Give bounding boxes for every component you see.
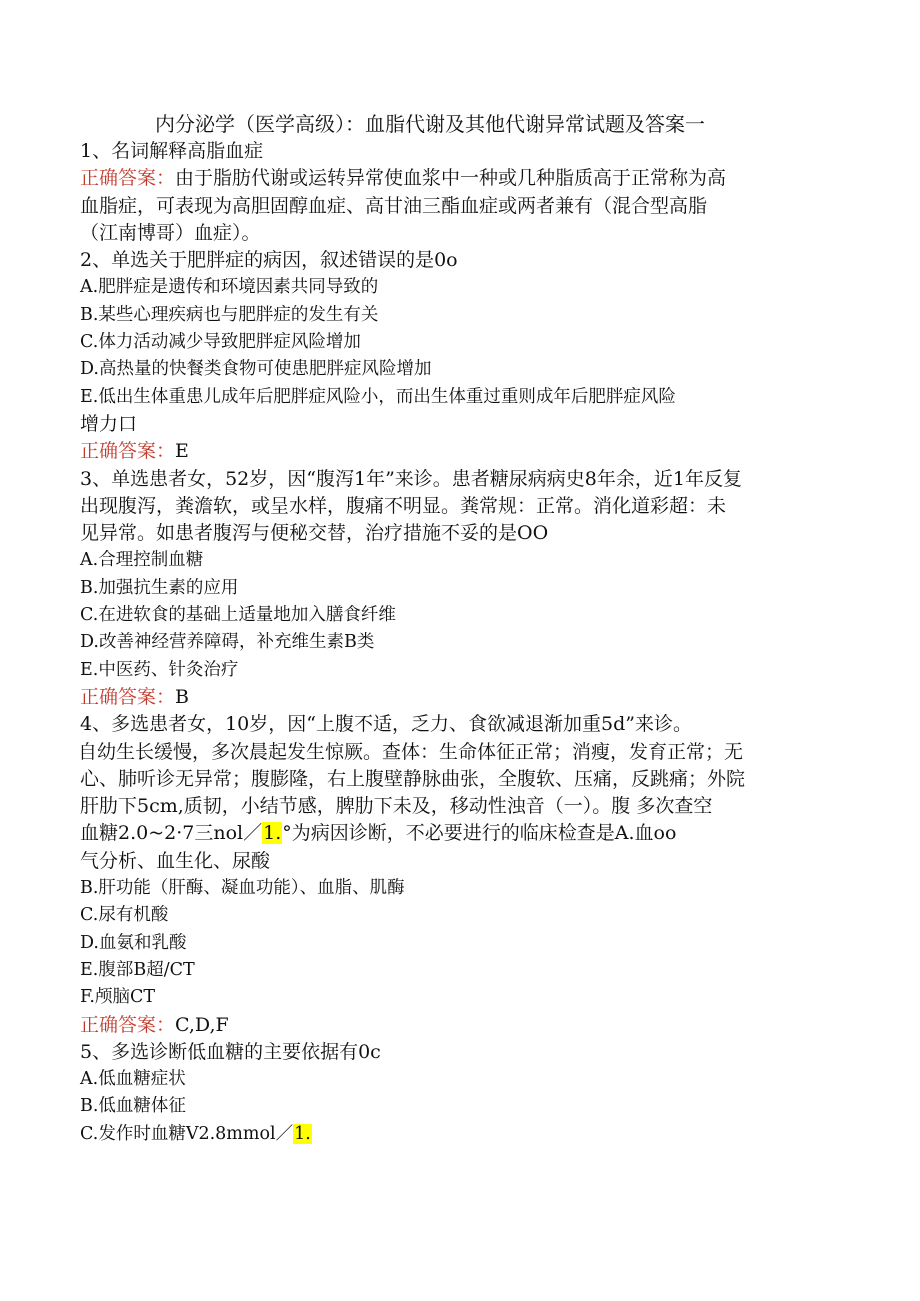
question-3-option: A.合理控制血糖 bbox=[80, 550, 204, 571]
answer-text: 由于脂肪代谢或运转异常使血浆中一种或几种脂质高于正常称为高 bbox=[175, 167, 727, 190]
question-4-option: F.颅脑CT bbox=[80, 987, 156, 1008]
question-2-option-continued: 增力口 bbox=[80, 412, 138, 435]
question-2-option: D.高热量的快餐类食物可使患肥胖症风险增加 bbox=[80, 359, 432, 380]
question-2-option: E.低出生体重患儿成年后肥胖症风险小，而出生体重过重则成年后肥胖症风险 bbox=[80, 386, 676, 407]
question-1-answer-line: 血脂症，可表现为高胆固醇血症、高甘油三酯血症或两者兼有（混合型高脂 bbox=[80, 194, 708, 217]
answer-label: 正确答案： bbox=[80, 685, 176, 708]
question-4-stem: 心、肺听诊无异常；腹膨隆，右上腹壁静脉曲张，全腹软、压痛，反跳痛；外院 bbox=[80, 767, 746, 790]
question-2-stem: 2、单选关于肥胖症的病因，叙述错误的是0o bbox=[80, 249, 458, 272]
question-4-stem: 肝肋下5cm,质韧，小结节感，脾肋下未及，移动性浊音（一）。腹 多次查空 bbox=[80, 795, 713, 818]
question-1-stem: 1、名词解释高脂血症 bbox=[80, 140, 264, 162]
question-2-option: B.某些心理疾病也与肥胖症的发生有关 bbox=[80, 304, 379, 325]
answer-label: 正确答案： bbox=[80, 167, 176, 190]
question-3-stem: 见异常。如患者腹泻与便秘交替，治疗措施不妥的是OO bbox=[80, 522, 549, 545]
highlighted-text: 1. bbox=[263, 822, 282, 845]
highlighted-text: 1. bbox=[294, 1123, 311, 1144]
option-text: C.发作时血糖V2.8mmol／ bbox=[80, 1123, 294, 1144]
question-3-stem: 3、单选患者女，52岁，因“腹泻1年”来诊。患者糖尿病病史8年余，近1年反复 bbox=[80, 467, 742, 490]
answer-value: B bbox=[175, 685, 189, 708]
answer-label: 正确答案： bbox=[80, 1013, 176, 1036]
question-5-option: A.低血糖症状 bbox=[80, 1069, 186, 1090]
question-4-answer bbox=[80, 1012, 840, 1039]
answer-value: C,D,F bbox=[175, 1013, 229, 1036]
question-3-answer bbox=[80, 684, 840, 711]
question-2-answer bbox=[80, 438, 840, 465]
answer-value: E bbox=[175, 440, 189, 463]
question-1-answer-line bbox=[80, 165, 840, 192]
question-4-stem: 自幼生长缓慢，多次晨起发生惊厥。查体：生命体征正常；消瘦，发育正常；无 bbox=[78, 740, 744, 763]
question-4-option: D.血氨和乳酸 bbox=[80, 932, 187, 953]
question-4-stem: 4、多选患者女，10岁，因“上腹不适，乏力、食欲减退渐加重5d”来诊。 bbox=[80, 713, 692, 736]
question-1-answer-line: （江南博哥）血症）。 bbox=[80, 221, 261, 244]
stem-text: 血糖2.0~2·7三nol／ bbox=[80, 822, 263, 845]
question-2-option: A.肥胖症是遗传和环境因素共同导致的 bbox=[80, 277, 379, 298]
stem-text: °为病因诊断，不必要进行的临床检查是A.血oo bbox=[282, 822, 677, 845]
question-5-stem: 5、多选诊断低血糖的主要依据有0c bbox=[80, 1040, 381, 1063]
question-5-option: B.低血糖体征 bbox=[80, 1096, 186, 1117]
document-body bbox=[80, 138, 840, 1148]
question-4-option: B.肝功能（肝酶、凝血功能）、血脂、肌酶 bbox=[80, 878, 405, 899]
question-4-option: C.尿有机酸 bbox=[80, 905, 169, 926]
question-5-option bbox=[80, 1121, 840, 1148]
question-3-stem: 出现腹泻，粪澹软，或呈水样，腹痛不明显。粪常规：正常。消化道彩超：未 bbox=[80, 494, 727, 517]
answer-label: 正确答案： bbox=[80, 440, 176, 463]
question-3-option: C.在进软食的基础上适量地加入膳食纤维 bbox=[80, 605, 396, 626]
question-4-option: E.腹部B超/CT bbox=[80, 959, 195, 980]
page-title: 内分泌学（医学高级）：血脂代谢及其他代谢异常试题及答案一 bbox=[155, 112, 705, 136]
question-3-option: D.改善神经营养障碍，补充维生素B类 bbox=[80, 632, 375, 653]
question-3-option: E.中医药、针灸治疗 bbox=[80, 659, 239, 680]
question-4-stem bbox=[80, 820, 840, 847]
question-4-stem: 气分析、血生化、尿酸 bbox=[80, 849, 271, 872]
question-2-option: C.体力活动减少导致肥胖症风险增加 bbox=[80, 332, 361, 353]
question-3-option: B.加强抗生素的应用 bbox=[80, 577, 239, 598]
